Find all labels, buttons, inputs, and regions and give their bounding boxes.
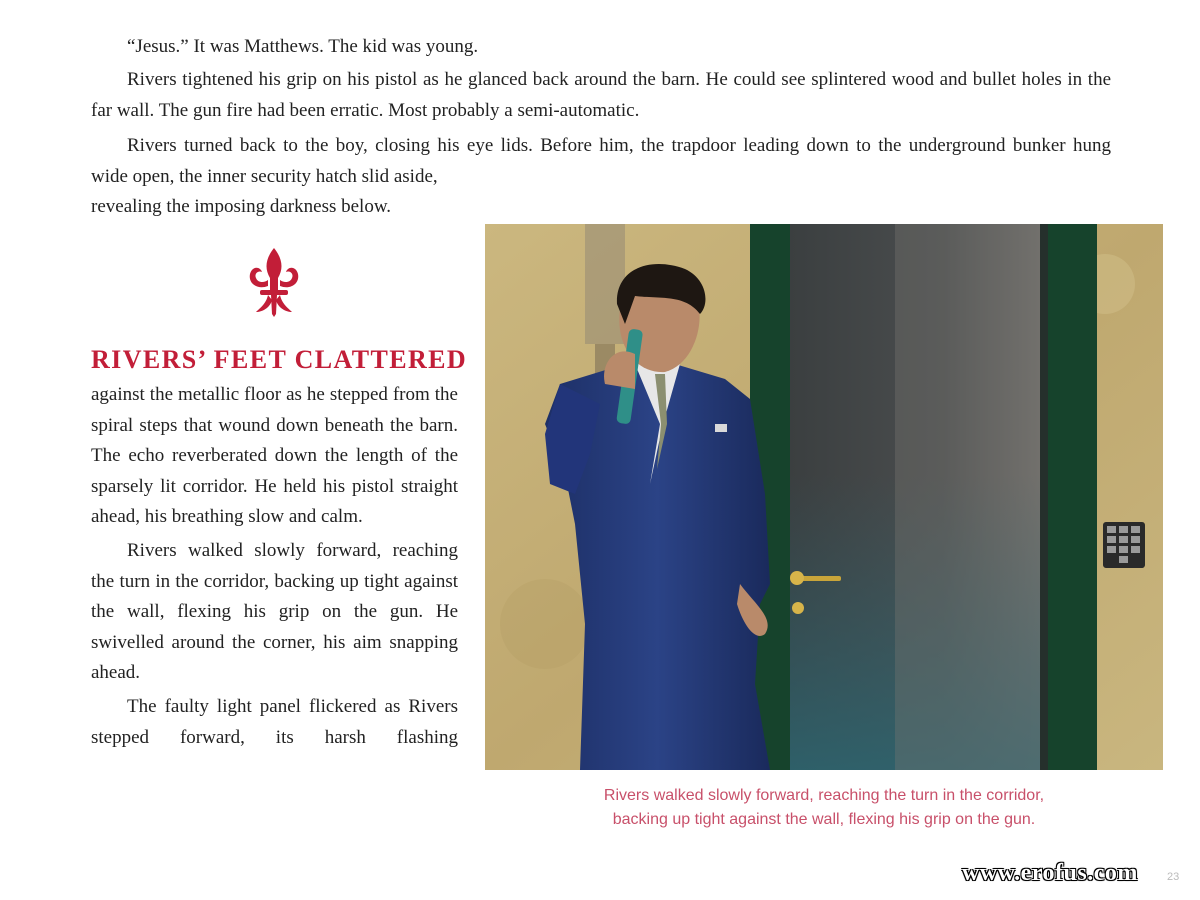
fleur-de-lis-icon bbox=[246, 246, 302, 318]
watermark: www.erofus.com bbox=[962, 860, 1138, 886]
illustration-scene bbox=[485, 224, 1163, 770]
paragraph-corridor: Rivers walked slowly forward, reaching the turn in the corridor, backing up tight against the wall, flexing his grip on the gun. He swivelled around the corner, his aim snapping ahead. bbox=[91, 540, 458, 683]
illustration bbox=[485, 224, 1163, 770]
paragraph-opening: “Jesus.” It was Matthews. The kid was young. bbox=[127, 36, 479, 57]
paragraph-trapdoor-line2: wide open, the inner security hatch slid aside, bbox=[91, 166, 438, 187]
paragraph-trapdoor-line3: revealing the imposing darkness below. bbox=[91, 196, 392, 217]
page-number: 23 bbox=[1167, 871, 1180, 883]
caption-line-1: Rivers walked slowly forward, reaching the turn in the corridor, bbox=[603, 787, 1045, 804]
illustration-caption bbox=[485, 784, 1163, 832]
section-heading: RIVERS’ FEET CLATTERED bbox=[91, 345, 468, 374]
caption-line-2: backing up tight against the wall, flexing his grip on the gun. bbox=[612, 811, 1036, 828]
paragraph-barn: Rivers tightened his grip on his pistol as he glanced back around the barn. He could see splintered wood and bullet holes in the far wall. The gun fire had been erratic. Most probably a semi-automatic. bbox=[91, 69, 1111, 121]
paragraph-trapdoor-line1: Rivers turned back to the boy, closing his eye lids. Before him, the trapdoor leading down to the underground bunker hung bbox=[127, 135, 1111, 156]
paragraph-light-panel: The faulty light panel flickered as Rivers stepped forward, its harsh flashing bbox=[91, 696, 458, 748]
paragraph-feet: against the metallic floor as he stepped from the spiral steps that wound down beneath the barn. The echo reverberated down the length of the sparsely lit corridor. He held his pistol straight ahead, his breathing slow and calm. bbox=[91, 384, 458, 527]
